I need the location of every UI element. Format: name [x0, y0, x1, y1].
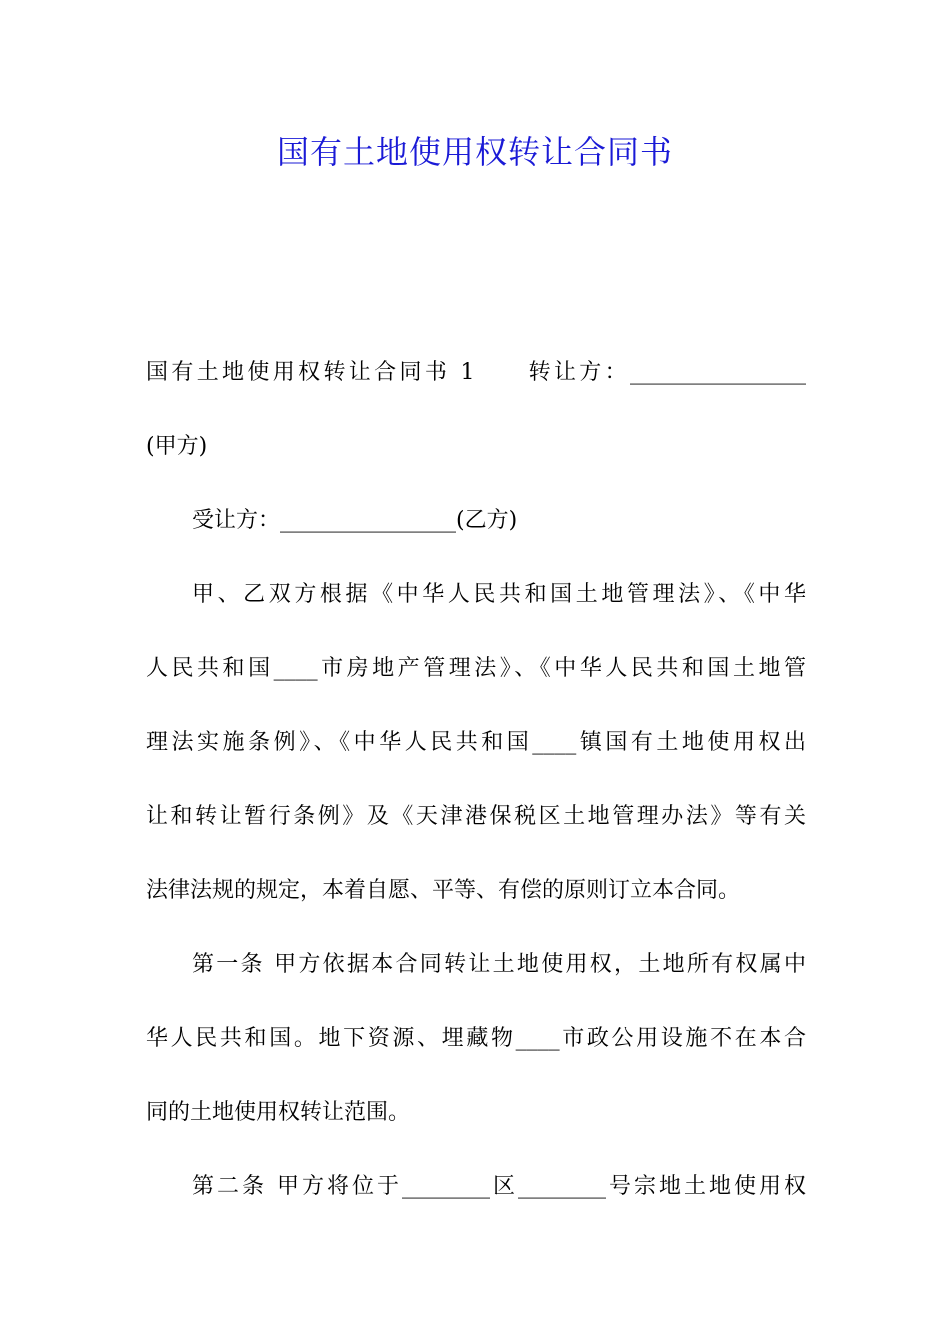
document-body: [146, 336, 806, 1224]
body-line-article-1-b: 华人民共和国。地下资源、埋藏物____市政公用设施不在本合: [146, 1026, 806, 1051]
body-line-preamble-3: 理法实施条例》、《中华人民共和国____镇国有土地使用权出: [146, 730, 806, 755]
body-line-preamble-1: 甲、乙双方根据《中华人民共和国土地管理法》、《中华: [192, 582, 806, 607]
body-line-transferee: 受让方：________________(乙方): [192, 508, 518, 533]
body-line-article-2-a: 第二条 甲方将位于________区________号宗地土地使用权: [192, 1174, 806, 1199]
body-line-preamble-4: 让和转让暂行条例》及《天津港保税区土地管理办法》等有关: [146, 804, 806, 829]
body-line-party-a: (甲方): [146, 434, 208, 459]
document-title: 国有土地使用权转让合同书: [276, 133, 673, 171]
body-line-preamble-2: 人民共和国____市房地产管理法》、《中华人民共和国土地管: [146, 656, 806, 681]
body-line-article-1-c: 同的土地使用权转让范围。: [146, 1100, 411, 1125]
body-line-heading-transferor: 国有土地使用权转让合同书 1 转让方：________________: [146, 360, 806, 385]
body-line-article-1-a: 第一条 甲方依据本合同转让土地使用权，土地所有权属中: [192, 952, 806, 977]
body-line-preamble-5: 法律法规的规定，本着自愿、平等、有偿的原则订立本合同。: [146, 878, 741, 903]
